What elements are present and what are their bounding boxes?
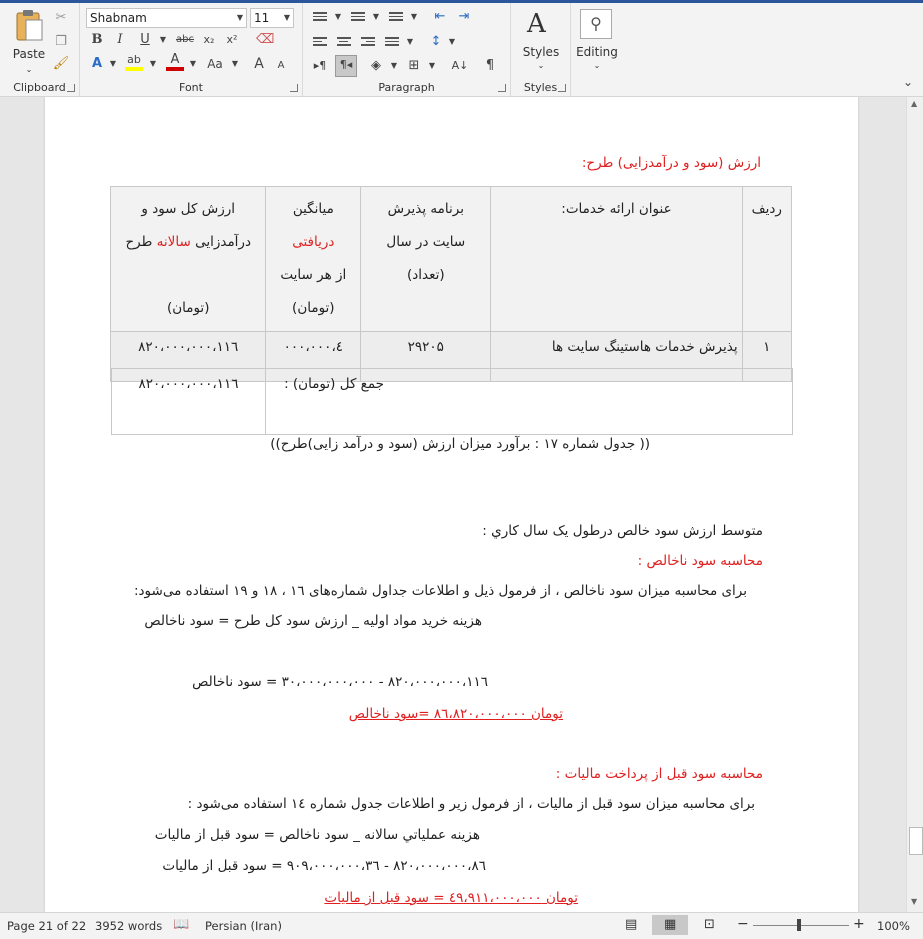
clipboard-group (0, 3, 80, 96)
chevron-down-icon[interactable]: ▼ (428, 61, 436, 70)
section-heading: ارزش (سود و درآمدزایی) طرح: (581, 155, 761, 171)
bold-button[interactable]: B (91, 32, 103, 47)
clear-formatting-icon[interactable]: ⌫ (256, 32, 275, 47)
chevron-down-icon[interactable]: ▼ (406, 37, 414, 46)
print-layout-icon: ▦ (664, 917, 677, 932)
paragraph-launcher-icon[interactable] (498, 84, 506, 92)
copy-icon[interactable]: ❐ (55, 34, 67, 49)
result-gross-profit: تومان ۸٦،۸۲۰،۰۰۰،۰۰۰ =سود ناخالص (348, 706, 563, 722)
strikethrough-button[interactable]: abc (176, 34, 194, 45)
scrollbar-thumb[interactable] (909, 827, 923, 855)
zoom-out-icon[interactable]: − (737, 916, 749, 932)
status-bar (0, 912, 923, 939)
ribbon (0, 3, 923, 97)
header-service-title: عنوان ارائه خدمات: (491, 187, 742, 332)
subscript-button[interactable]: x₂ (203, 33, 215, 46)
chevron-down-icon: ⌄ (25, 65, 33, 74)
scroll-down-icon[interactable]: ▼ (911, 897, 918, 906)
revenue-table (110, 186, 792, 382)
language-indicator[interactable]: Persian (Iran) (205, 919, 282, 933)
show-marks-button[interactable]: ¶ (485, 58, 495, 73)
cell-program: ۲۹۲۰۵ (361, 332, 491, 382)
justify-icon[interactable] (385, 37, 399, 49)
header-average-line4: (تومان) (292, 300, 335, 316)
collapse-ribbon-icon[interactable]: ⌄ (902, 75, 914, 89)
superscript-button[interactable]: x² (226, 33, 238, 46)
header-row-number: ردیف (742, 187, 791, 332)
chevron-down-icon[interactable]: ▼ (231, 59, 239, 68)
increase-indent-icon[interactable]: ⇥ (458, 9, 470, 24)
line-spacing-icon[interactable]: ↕ (430, 34, 442, 49)
font-group-label: Font (179, 81, 203, 94)
chevron-down-icon: ▼ (236, 13, 243, 22)
clipboard-group-label: Clipboard (13, 81, 66, 94)
formula-gross-1: هزینه خرید مواد اولیه _ ارزش سود کل طرح = سود ناخالص (144, 613, 482, 629)
chevron-down-icon[interactable]: ▼ (109, 59, 117, 68)
align-left-icon[interactable] (313, 37, 327, 49)
chevron-down-icon[interactable]: ▼ (189, 59, 197, 68)
formula-gross-2: ۱۱٦،۸۲۰،۰۰۰،۰۰۰ - ۳۰،۰۰۰،۰۰۰،۰۰۰ = سود ناخالص (192, 674, 488, 690)
chevron-down-icon: ▼ (283, 13, 290, 22)
numbering-icon[interactable] (351, 12, 365, 24)
table-caption: (( جدول شماره ۱۷ : برآورد میزان ارزش (سود و درآمد زایی)طرح)) (270, 436, 650, 452)
font-family-value: Shabnam (90, 11, 147, 25)
cell-row-number: ۱ (742, 332, 791, 382)
styles-label: Styles (522, 45, 560, 59)
total-sum-row (112, 369, 793, 435)
print-layout-button[interactable] (652, 915, 688, 935)
header-total (111, 187, 266, 332)
clipboard-icon (14, 9, 44, 43)
heading-pretax-profit: محاسبه سود قبل از پرداخت ماليات : (555, 766, 763, 782)
borders-icon[interactable]: ⊞ (408, 58, 420, 73)
header-average-line2: دریافتی (292, 234, 335, 250)
web-layout-icon[interactable]: ⊡ (704, 917, 715, 932)
header-average-line1: میانگین (292, 201, 334, 217)
total-sum-table (111, 368, 793, 435)
zoom-in-icon[interactable]: + (853, 916, 865, 932)
cut-icon[interactable]: ✂ (55, 10, 67, 25)
heading-gross-profit: محاسبه سود ناخالص : (637, 553, 763, 569)
editing-button[interactable] (574, 9, 620, 75)
read-mode-icon[interactable]: ▤ (625, 917, 638, 932)
paste-button[interactable] (8, 9, 50, 75)
multilevel-list-icon[interactable] (389, 12, 403, 24)
zoom-level[interactable]: 100% (877, 919, 910, 933)
cell-average: ٤،۰۰۰،۰۰۰ (266, 332, 361, 382)
header-program-line2: سایت در سال (386, 234, 466, 250)
cell-total: ۱۱٦،۸۲۰،۰۰۰،۰۰۰ (111, 332, 266, 382)
chevron-down-icon: ⌄ (593, 61, 601, 70)
underline-button[interactable]: U (140, 32, 150, 47)
paragraph-pretax-method: برای محاسبه میزان سود قبل از مالیات ، از فرمول زیر و اطلاعات جدول شماره ١٤ استفاده می‌شود : (187, 796, 755, 812)
header-program-line3: (تعداد) (406, 267, 445, 283)
highlight-button[interactable]: ab (125, 53, 143, 71)
font-group (80, 3, 303, 96)
paragraph-group (303, 3, 511, 96)
formula-pretax-1: هزینه عملياتي سالانه _ سود ناخالص = سود قبل از ماليات (154, 827, 480, 843)
styles-button[interactable] (517, 9, 565, 75)
header-total-line2 (115, 226, 261, 259)
page-count[interactable]: Page 21 of 22 (7, 919, 87, 933)
paragraph-gross-method: برای محاسبه میزان سود ناخالص ، از فرمول ذیل و اطلاعات جداول شماره‌های ١٦ ، ١٨ و ١٩ استفاده می‌شود: (134, 583, 747, 599)
document-area (0, 97, 906, 912)
header-total-line1: ارزش کل سود و (141, 201, 236, 217)
find-icon: ⚲ (580, 9, 612, 39)
document-page[interactable] (45, 97, 858, 912)
zoom-slider-thumb[interactable] (797, 919, 801, 931)
font-size-select[interactable] (250, 8, 294, 28)
header-average (266, 187, 361, 332)
shading-icon[interactable]: ◈ (371, 58, 381, 73)
chevron-down-icon[interactable]: ▼ (448, 37, 456, 46)
zoom-slider[interactable] (753, 925, 849, 926)
header-total-line4: (تومان) (166, 300, 210, 316)
header-program-line1: برنامه پذیرش (387, 201, 464, 217)
styles-group-label: Styles (523, 81, 558, 94)
chevron-down-icon[interactable]: ▼ (390, 61, 398, 70)
styles-group (511, 3, 571, 96)
italic-button[interactable]: I (117, 32, 123, 47)
vertical-scrollbar[interactable] (906, 97, 923, 912)
chevron-down-icon[interactable]: ▼ (372, 12, 380, 21)
format-painter-icon[interactable]: 🖌 (52, 56, 70, 71)
scroll-up-icon[interactable]: ▲ (911, 99, 918, 108)
styles-gallery-icon: A (527, 9, 546, 39)
word-count[interactable]: 3952 words (95, 919, 163, 933)
proofing-icon[interactable]: 📖 (173, 917, 190, 932)
header-total-line2c: طرح (125, 234, 153, 250)
chevron-down-icon: ⌄ (537, 61, 545, 70)
sort-icon[interactable]: A↓ (451, 59, 469, 72)
cell-service-title: پذیرش خدمات هاستینگ سایت ها (491, 332, 742, 382)
font-launcher-icon[interactable] (290, 84, 298, 92)
formula-pretax-2: ۸٦،۸۲۰،۰۰۰،۰۰۰ - ۳٦،۹۰۹،۰۰۰،۰۰۰ = سود قبل از ماليات (162, 858, 486, 874)
header-total-line2a: درآمدزایی (195, 234, 251, 250)
chevron-down-icon[interactable]: ▼ (149, 59, 157, 68)
paragraph-group-label: Paragraph (378, 81, 435, 94)
paragraph-net-profit: متوسط ارزش سود خالص درطول یک سال كاري : (482, 523, 763, 539)
header-total-line2b: سالانه (156, 234, 191, 250)
table-header-row (111, 187, 792, 332)
header-program (361, 187, 491, 332)
editing-label: Editing (576, 45, 618, 59)
styles-launcher-icon[interactable] (558, 84, 566, 92)
font-size-value: 11 (254, 11, 270, 25)
header-total-spacer (115, 259, 261, 292)
bullets-icon[interactable] (313, 12, 327, 24)
total-sum-label: جمع کل (تومان) : (266, 369, 793, 435)
clipboard-launcher-icon[interactable] (67, 84, 75, 92)
grow-font-button[interactable]: A (254, 56, 264, 72)
chevron-down-icon[interactable]: ▼ (410, 12, 418, 21)
shrink-font-button[interactable]: A (277, 60, 285, 71)
change-case-button[interactable]: Aa (207, 57, 223, 71)
font-color-button[interactable]: A (166, 53, 184, 71)
font-family-select[interactable] (86, 8, 247, 28)
chevron-down-icon[interactable]: ▼ (159, 35, 167, 44)
ltr-direction-icon[interactable]: ▸¶ (313, 59, 327, 72)
align-center-icon[interactable] (337, 37, 351, 49)
chevron-down-icon[interactable]: ▼ (334, 12, 342, 21)
total-sum-value: ۱۱٦،۸۲۰،۰۰۰،۰۰۰ (112, 369, 266, 435)
align-right-icon[interactable] (361, 37, 375, 49)
result-pretax-profit: تومان ٤۹،۹۱۱،۰۰۰،۰۰۰ = سود قبل از ماليات (324, 890, 578, 906)
paste-label: Paste (12, 47, 46, 61)
text-effects-button[interactable]: A (91, 56, 103, 71)
decrease-indent-icon[interactable]: ⇤ (434, 9, 446, 24)
header-average-line3: از هر سایت (280, 267, 347, 283)
rtl-direction-icon[interactable]: ¶◂ (335, 55, 357, 77)
